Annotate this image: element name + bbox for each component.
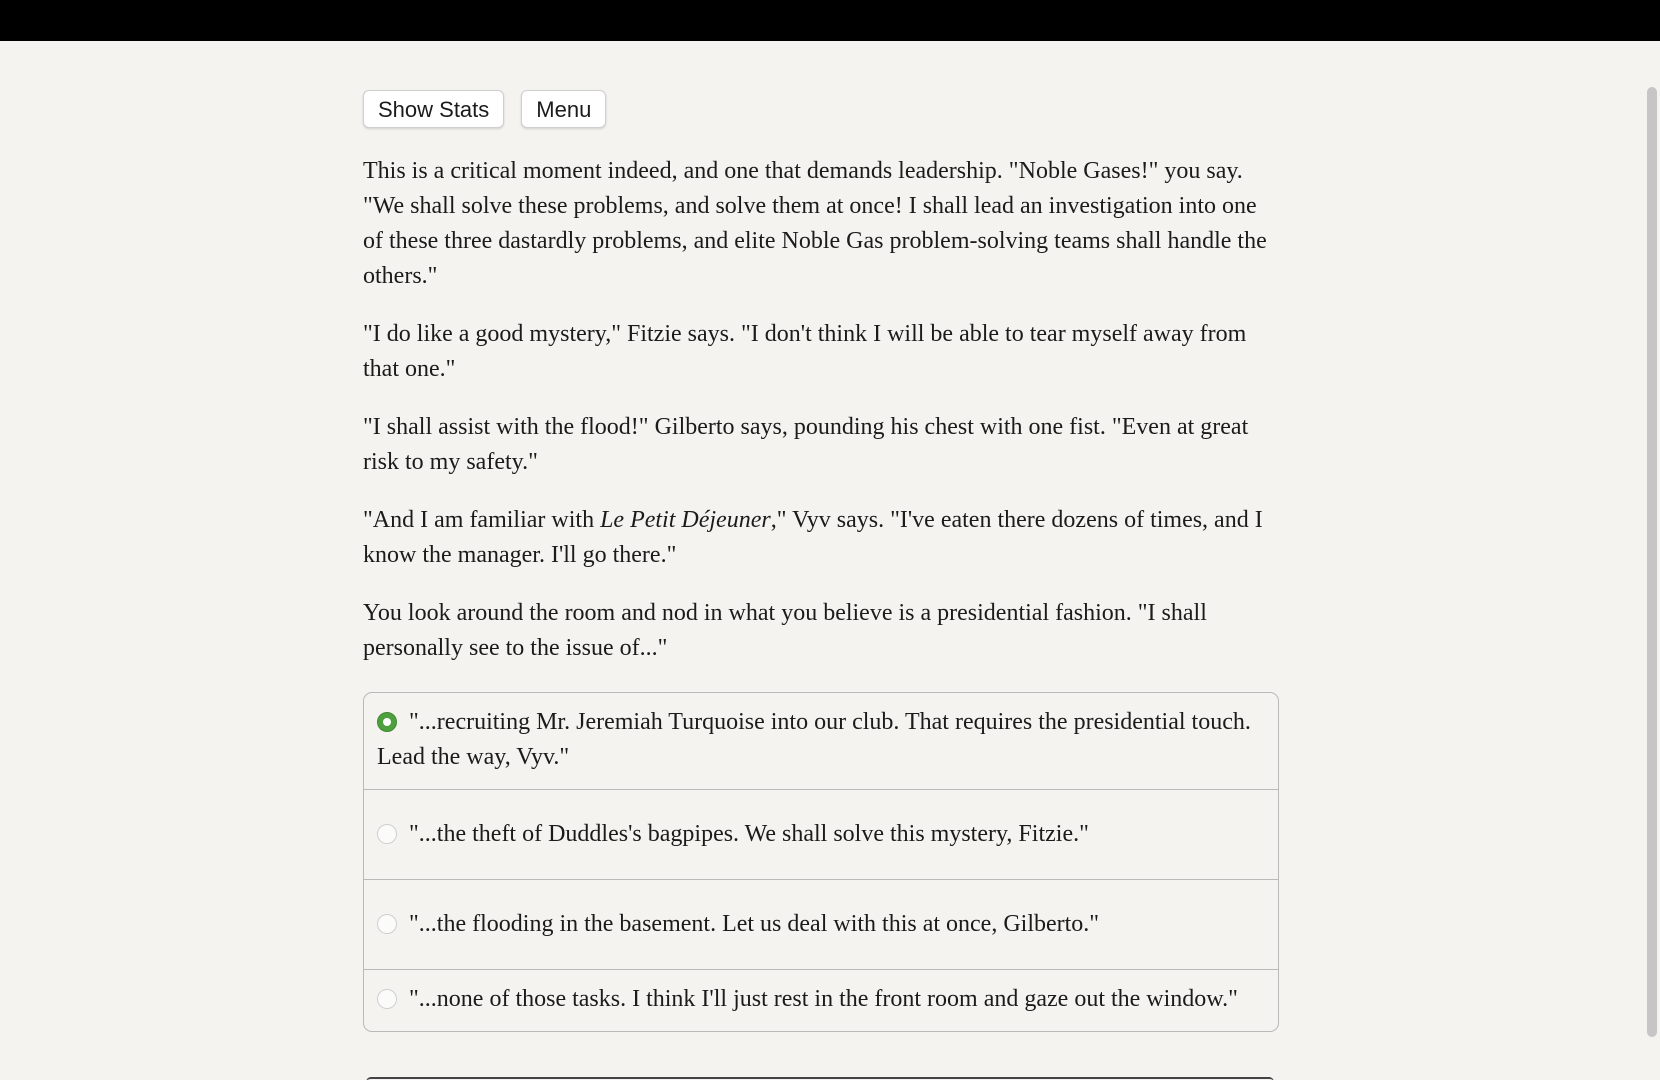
- game-content: [363, 90, 1279, 1032]
- story-paragraph: "I shall assist with the flood!" Gilberto says, pounding his chest with one fist. "Even at great risk to my safety.": [363, 414, 1249, 475]
- radio-icon[interactable]: [377, 914, 397, 934]
- radio-selected-icon[interactable]: [377, 712, 397, 732]
- scrollbar-track[interactable]: [1643, 41, 1660, 1080]
- story-text: "And I am familiar with: [363, 507, 601, 533]
- top-bar: [0, 0, 1660, 41]
- story-paragraph: "I do like a good mystery," Fitzie says. "I don't think I will be able to tear myself away from that one.": [363, 321, 1247, 382]
- scrollbar-thumb[interactable]: [1647, 87, 1657, 1037]
- story-text: ," Vyv says. "I've eaten there dozens of times, and I know the manager. I'll go there.": [363, 507, 1263, 568]
- choice-label: "...the theft of Duddles's bagpipes. We shall solve this mystery, Fitzie.": [409, 821, 1089, 847]
- show-stats-button[interactable]: Show Stats: [363, 90, 504, 128]
- choice-label: "...the flooding in the basement. Let us deal with this at once, Gilberto.": [409, 911, 1100, 937]
- story-paragraph: You look around the room and nod in what you believe is a presidential fashion. "I shall personally see to the issue of...": [363, 600, 1207, 661]
- radio-icon[interactable]: [377, 989, 397, 1009]
- menu-button[interactable]: Menu: [521, 90, 606, 128]
- story-paragraph: This is a critical moment indeed, and one that demands leadership. "Noble Gases!" you say. "We shall solve these problems, and solve them at once! I shall lead an investigation into one of these three dastardly problems, and elite Noble Gas problem-solving teams shall handle the others.": [363, 158, 1267, 289]
- radio-icon[interactable]: [377, 824, 397, 844]
- restaurant-name: Le Petit Déjeuner: [600, 507, 771, 533]
- choice-option[interactable]: [364, 789, 1278, 879]
- choice-option[interactable]: [364, 879, 1278, 969]
- choice-option[interactable]: [364, 969, 1278, 1031]
- choice-label: "...none of those tasks. I think I'll just rest in the front room and gaze out the window.": [409, 986, 1238, 1012]
- story-paragraph: [363, 503, 1279, 573]
- choice-list: [363, 692, 1279, 1032]
- toolbar: [363, 90, 1279, 128]
- choice-label: "...recruiting Mr. Jeremiah Turquoise into our club. That requires the presidential touch. Lead the way, Vyv.": [377, 709, 1251, 770]
- choice-option[interactable]: [364, 693, 1278, 789]
